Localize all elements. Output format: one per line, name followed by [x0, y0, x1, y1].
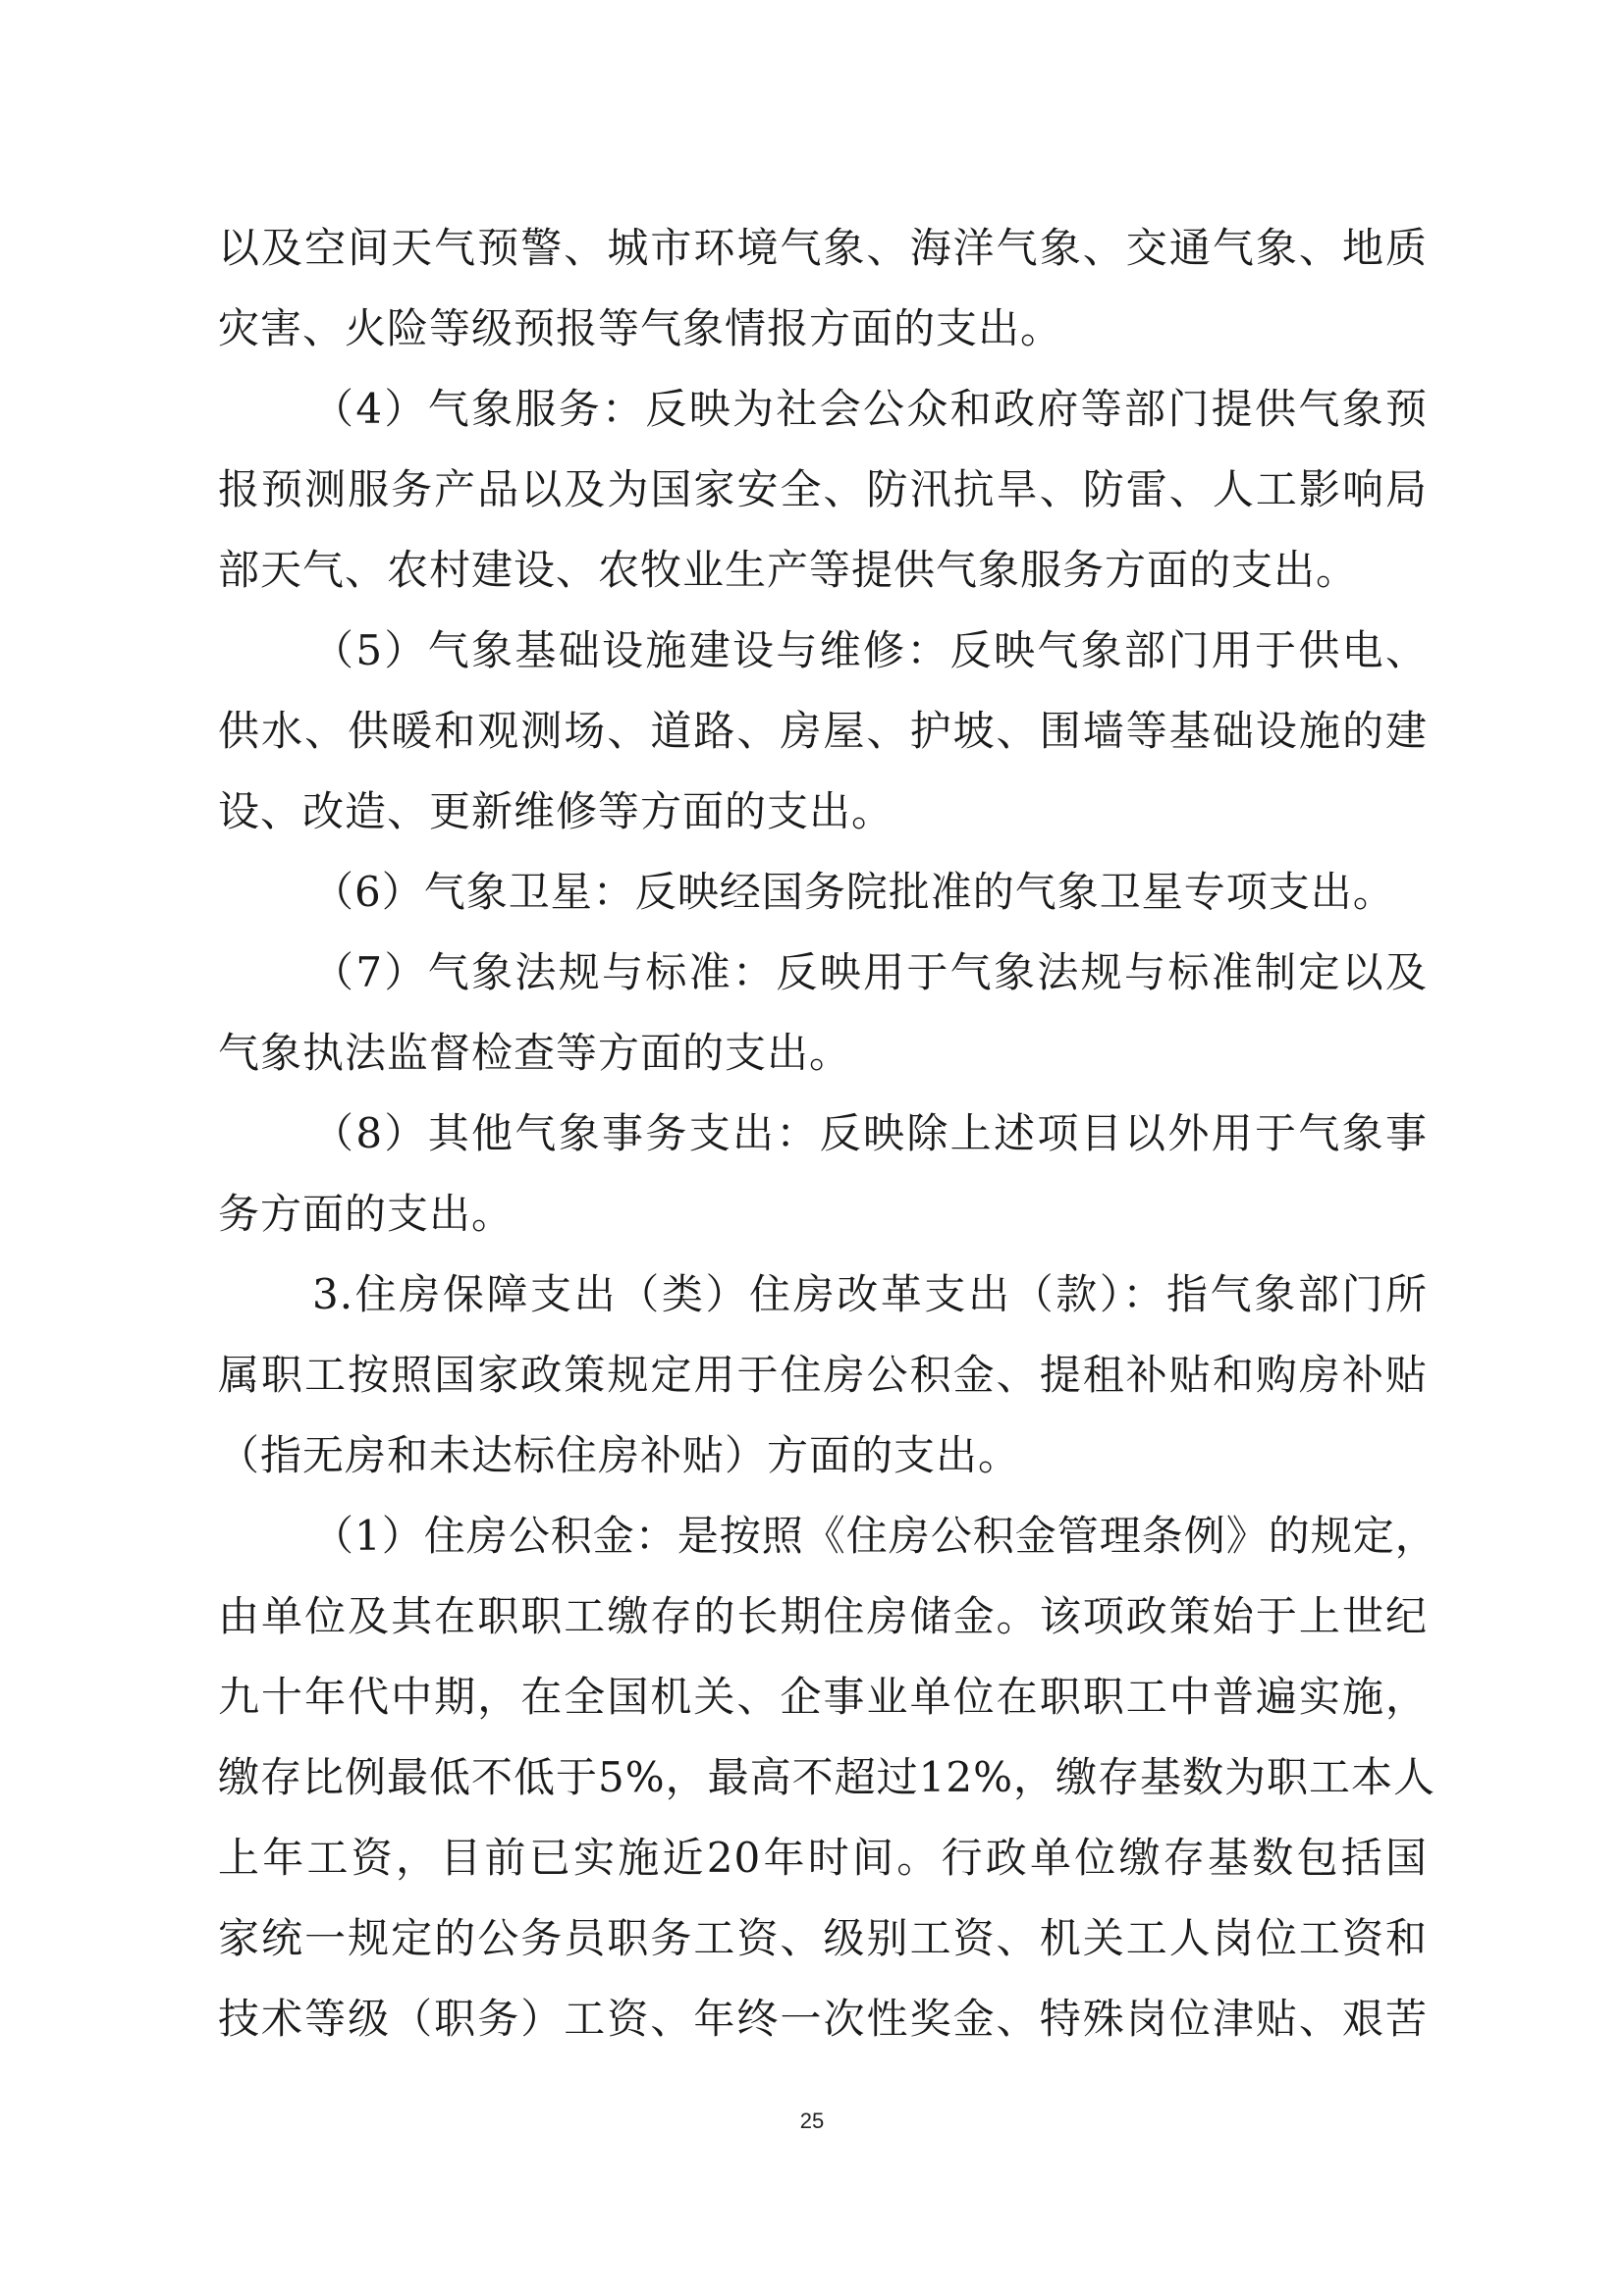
body-text — [218, 208, 1437, 2059]
text-line: 属职工按照国家政策规定用于住房公积金、提租补贴和购房补贴 — [218, 1351, 1428, 1399]
text-line: 3.住房保障支出（类）住房改革支出（款）：指气象部门所 — [312, 1270, 1428, 1318]
text-line: （5）气象基础设施建设与维修：反映气象部门用于供电、 — [312, 626, 1428, 674]
text-line: （7）气象法规与标准：反映用于气象法规与标准制定以及 — [312, 948, 1428, 996]
text-line: （6）气象卫星：反映经国务院批准的气象卫星专项支出。 — [312, 868, 1395, 916]
text-line: 家统一规定的公务员职务工资、级别工资、机关工人岗位工资和 — [218, 1914, 1428, 1962]
text-line: 报预测服务产品以及为国家安全、防汛抗旱、防雷、人工影响局 — [218, 465, 1428, 513]
text-line: 缴存比例最低不低于5%，最高不超过12%，缴存基数为职工本人 — [218, 1753, 1435, 1801]
text-line: （4）气象服务：反映为社会公众和政府等部门提供气象预 — [312, 385, 1428, 433]
text-line: 以及空间天气预警、城市环境气象、海洋气象、交通气象、地质 — [218, 224, 1428, 272]
text-line: 灾害、火险等级预报等气象情报方面的支出。 — [218, 304, 1063, 352]
text-line: （8）其他气象事务支出：反映除上述项目以外用于气象事 — [312, 1109, 1428, 1157]
page-number: 25 — [799, 2109, 825, 2133]
text-line: 供水、供暖和观测场、道路、房屋、护坡、围墙等基础设施的建 — [218, 707, 1428, 755]
text-line: 九十年代中期，在全国机关、企事业单位在职职工中普遍实施， — [218, 1673, 1428, 1721]
text-line: 务方面的支出。 — [218, 1190, 514, 1238]
text-line: （指无房和未达标住房补贴）方面的支出。 — [218, 1431, 1021, 1479]
text-line: 设、改造、更新维修等方面的支出。 — [218, 787, 894, 835]
text-line: （1）住房公积金：是按照《住房公积金管理条例》的规定， — [312, 1512, 1437, 1560]
text-line: 气象执法监督检查等方面的支出。 — [218, 1029, 852, 1077]
text-line: 技术等级（职务）工资、年终一次性奖金、特殊岗位津贴、艰苦 — [218, 1995, 1428, 2043]
text-line: 由单位及其在职职工缴存的长期住房储金。该项政策始于上世纪 — [218, 1592, 1428, 1640]
text-line: 部天气、农村建设、农牧业生产等提供气象服务方面的支出。 — [218, 546, 1359, 594]
text-line: 上年工资，目前已实施近20年时间。行政单位缴存基数包括国 — [218, 1834, 1428, 1882]
